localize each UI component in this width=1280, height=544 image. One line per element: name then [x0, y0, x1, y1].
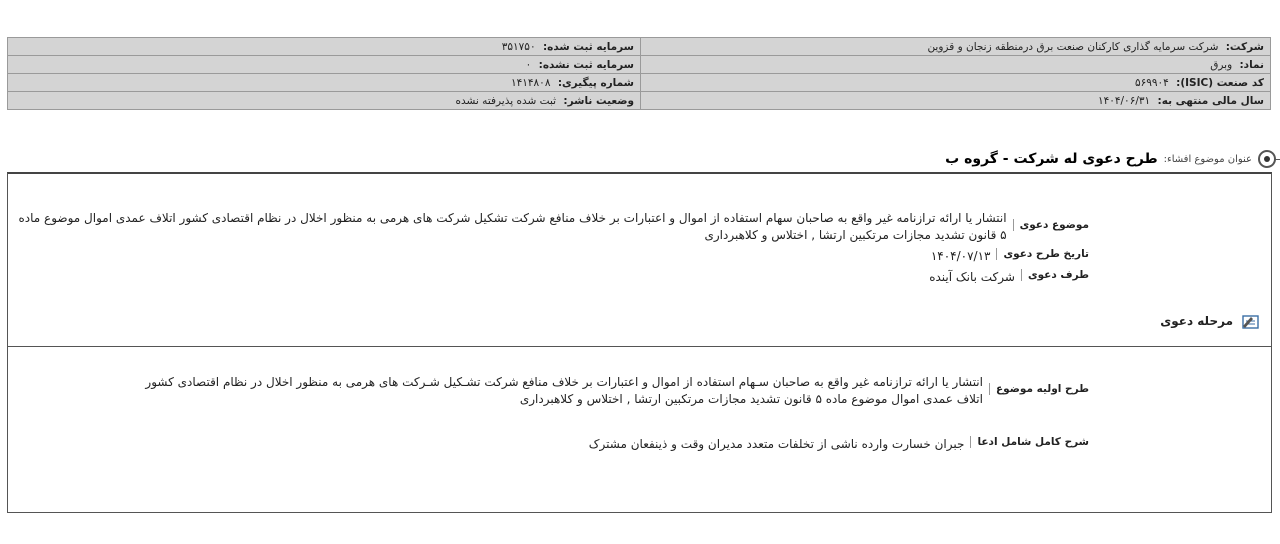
symbol-value: وبرق — [1210, 58, 1233, 71]
stage-claims-label: شرح کامل شامل ادعا — [970, 436, 1089, 448]
lawsuit-subject-row — [18, 210, 1089, 244]
unregistered-capital-cell — [8, 56, 641, 74]
lawsuit-date-label: تاریخ طرح دعوی — [996, 248, 1089, 260]
info-row — [8, 74, 1271, 92]
tracking-cell — [8, 74, 641, 92]
symbol-cell — [641, 56, 1271, 74]
isic-label: کد صنعت (ISIC): — [1176, 76, 1264, 89]
publisher-status-value: ثبت شده پذیرفته نشده — [455, 94, 557, 107]
info-row — [8, 92, 1271, 110]
publisher-status-cell — [8, 92, 641, 110]
info-row — [8, 56, 1271, 74]
registered-capital-value: ۳۵۱۷۵۰ — [501, 40, 536, 53]
registered-capital-label: سرمایه ثبت شده: — [542, 40, 634, 53]
unregistered-capital-value: ۰ — [525, 58, 532, 71]
stage-rows — [18, 374, 1089, 457]
lawsuit-party-value: شرکت بانک آینده — [929, 270, 1015, 284]
isic-cell — [641, 74, 1271, 92]
company-info-table — [7, 37, 1271, 110]
lawsuit-rows — [18, 210, 1089, 290]
edit-note-icon — [1239, 312, 1261, 330]
stage-claims-row — [18, 436, 1089, 453]
publisher-status-label: وضعیت ناشر: — [563, 94, 634, 107]
disclosure-subject-label: عنوان موضوع افشاء: — [1163, 153, 1252, 165]
lawsuit-party-row — [18, 269, 1089, 286]
disclosure-title — [945, 150, 1276, 168]
unregistered-capital-label: سرمایه ثبت نشده: — [538, 58, 634, 71]
tracking-value: ۱۴۱۴۸۰۸ — [510, 76, 551, 89]
info-row — [8, 38, 1271, 56]
stage-claims-value: جبران خسارت وارده ناشی از تخلفات متعدد مدیران وقت و ذینفعان مشترک — [588, 437, 965, 451]
lawsuit-date-row — [18, 248, 1089, 265]
company-cell — [641, 38, 1271, 56]
fiscal-year-label: سال مالی منتهی به: — [1157, 94, 1264, 107]
stage-title: مرحله دعوی — [1160, 314, 1233, 328]
section-divider — [8, 346, 1271, 347]
stage-initial-row — [18, 374, 1089, 408]
disclosure-subject-value: طرح دعوی له شرکت - گروه ب — [945, 151, 1158, 167]
lawsuit-subject-label: موضوع دعوی — [1013, 219, 1089, 231]
stage-initial-label: طرح اولیه موضوع — [989, 383, 1089, 395]
fiscal-year-value: ۱۴۰۴/۰۶/۳۱ — [1097, 94, 1151, 107]
lawsuit-subject-value: انتشار یا ارائه ترازنامه غیر واقع به صاحبان سهام استفاده از اموال و اعتبارات بر خلاف منافع شرکت تشکیل شرکت های هرمی به منظور اخلال در نظام اقتصادی کشور اتلاف عمدی اموال موضوع ماده ۵ قانون تشدید مجازات مرتکبین ارتشا , اختلاس و کلاهبرداری — [18, 211, 1007, 242]
company-label: شرکت: — [1225, 40, 1264, 53]
isic-value: ۵۶۹۹۰۴ — [1134, 76, 1169, 89]
fiscal-year-cell — [641, 92, 1271, 110]
tracking-label: شماره پیگیری: — [557, 76, 634, 89]
target-icon — [1258, 150, 1276, 168]
symbol-label: نماد: — [1239, 58, 1264, 71]
company-value: شرکت سرمایه گذاری کارکنان صنعت برق درمنطقه زنجان و قزوین — [927, 40, 1219, 53]
stage-initial-value: انتشار یا ارائه ترازنامه غیر واقع به صاحبان سـهام استفاده از اموال و اعتبارات بر خلاف منافع شرکت تشـکیل شـرکت های هرمی به منظور اخلال در نظام اقتصادی کشور اتلاف عمدی اموال موضوع ماده ۵ قانون تشدید مجازات مرتکبین ارتشا , اختلاس و کلاهبرداری — [145, 375, 983, 406]
lawsuit-details-box — [7, 172, 1272, 513]
registered-capital-cell — [8, 38, 641, 56]
stage-header — [1160, 312, 1261, 330]
lawsuit-party-label: طرف دعوی — [1021, 269, 1089, 281]
lawsuit-date-value: ۱۴۰۴/۰۷/۱۳ — [930, 249, 991, 263]
